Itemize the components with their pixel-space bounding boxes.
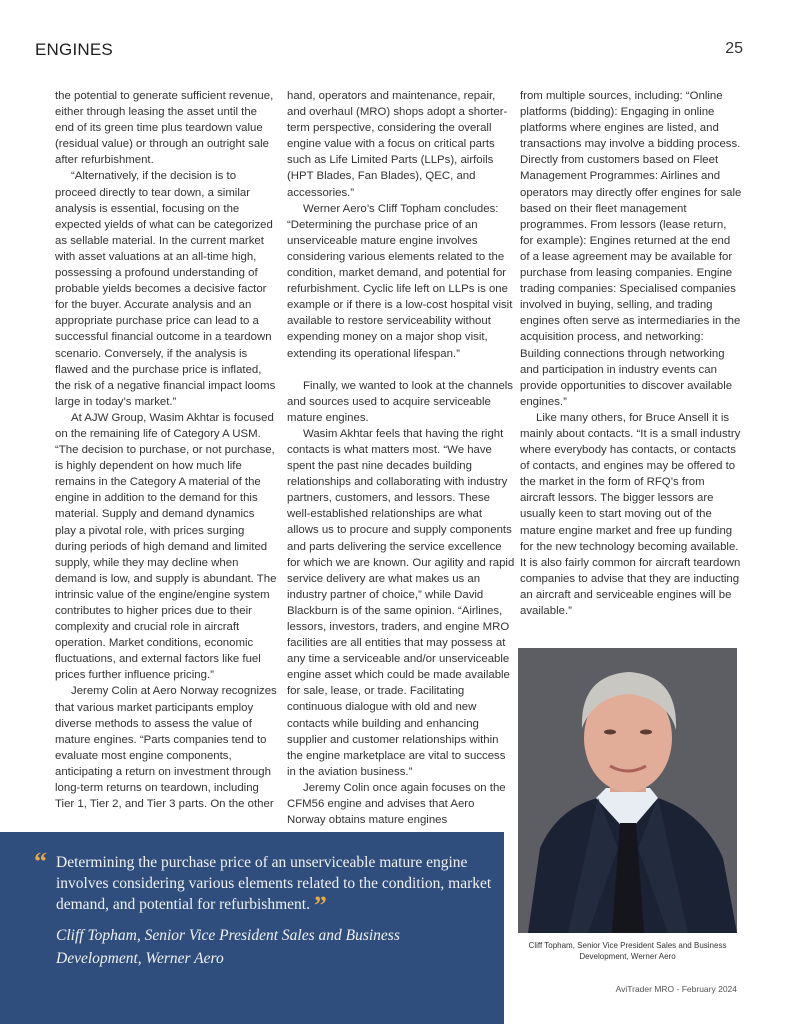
pull-quote-text: “ Determining the purchase price of an unserviceable mature engine involves considering various elements related to the condition, market demand, and potential for refurbishment. ” — [34, 847, 492, 920]
pull-quote-body: Determining the purchase price of an unserviceable mature engine involves considering various elements related to the condition, market demand, and potential for refurbishment. — [56, 854, 492, 913]
portrait-photo — [518, 648, 737, 933]
paragraph: Jeremy Colin once again focuses on the CFM56 engine and advises that Aero Norway obtains mature engines — [287, 781, 506, 827]
publication-footer: AviTrader MRO - February 2024 — [615, 984, 737, 994]
page-number: 25 — [725, 40, 743, 57]
paragraph: “Alternatively, if the decision is to proceed directly to tear down, a similar analysis is essential, focusing on the expected yields of what can be categorized as sellable material. In the current market with asset valuations at an all-time high, possessing a profound understanding of probable yields becomes a decisive factor for the buyer. Accurate analysis and an appropriate purchase price can lead to a successful financial outcome in a teardown scenario. Conversely, if the analysis is flawed and the purchase price is inflated, the risk of a negative financial impact looms large in today’s market.” — [55, 170, 276, 408]
paragraph: Werner Aero’s Cliff Topham concludes: “Determining the purchase price of an unserviceable mature engine involves considering various elements related to the condition, market demand, and potential for refurbishment. Cyclic life left on LLPs is one example or if there is a low-cost hospital visit available to restore serviceability without expending money on a major shop visit, extending its operational lifespan.” — [287, 202, 513, 360]
paragraph: the potential to generate sufficient revenue, either through leasing the asset until the end of its green time plus teardown value (residual value) or through an outright sale after refurbishment. — [55, 90, 274, 167]
paragraph: Like many others, for Bruce Ansell it is mainly about contacts. “It is a small industry where everybody has contacts, or contacts of contacts, and engines may be offered to the market in the form of RFQ’s from aircraft lessors. The bigger lessors are usually keen to start moving out of the mature engine market and free up funding for the new technology becoming available. It is also fairly common for aircraft teardown companies to advise that they are inducting an aircraft and serviceable engines will be available.” — [520, 411, 741, 617]
article-column-3 — [520, 88, 742, 619]
section-title: ENGINES — [35, 40, 113, 59]
person-portrait-icon — [518, 648, 737, 933]
paragraph: At AJW Group, Wasim Akhtar is focused on the remaining life of Category A USM. “The decision to purchase, or not purchase, is highly dependent on how much life remains in the Category A material of the engine in addition to the demand for this material. Supply and demand dynamics play a pivotal role, with prices surging during periods of high demand and limited supply, while they may decline when demand is low, and supply is abundant. The intrinsic value of the engine/engine system contributes to higher prices due to their complexity and crucial role in aircraft operation. Market conditions, economic fluctuations, and external factors like fuel prices further influence pricing.” — [55, 411, 277, 682]
pull-quote-attribution: Cliff Topham, Senior Vice President Sales and Business Development, Werner Aero — [56, 927, 400, 967]
paragraph: Wasim Akhtar feels that having the right contacts is what matters most. “We have spent the past nine decades building relationships and collaborating with industry partners, customers, and lessors. These well-established relationships are what allows us to procure and supply components and parts delivering the service excellence for which we are known. Our agility and rapid service delivery are what makes us an industry partner of choice,” while David Blackburn is of the same opinion. “Airlines, lessors, investors, traders, and engine MRO facilities are all entities that may possess at any time a serviceable and/or unserviceable engine asset which could be made available for sale, lease, or trade. Facilitating continuous dialogue with old and new contacts while building and enhancing supplier and customer relationships within the engine marketplace are vital to success in the aviation business.” — [287, 427, 515, 778]
article-column-2 — [287, 88, 515, 828]
close-quote-icon: ” — [313, 891, 327, 920]
photo-caption: Cliff Topham, Senior Vice President Sales and Business Development, Werner Aero — [528, 941, 727, 961]
paragraph: from multiple sources, including: “Online platforms (bidding): Engaging in online platforms where engines are listed, and transactions may involve a bidding process. Directly from customers based on Fleet Management Programmes: Airlines and operators may directly offer engines for sale based on their fleet management programmes. From lessors (lease return, for example): Engines returned at the end of a lease agreement may be available for purchase from leasing companies. Engine trading companies: Specialised companies involved in buying, selling, and trading engines often serve as intermediaries in the acquisition process, and networking: Building connections through networking and participation in industry events can provide opportunities to discover available engines.” — [520, 90, 742, 408]
paragraph: Finally, we wanted to look at the channels and sources used to acquire serviceable mature engines. — [287, 379, 514, 424]
paragraph: Jeremy Colin at Aero Norway recognizes that various market participants employ diverse methods to assess the value of mature engines. “Parts companies tend to evaluate most engine components, anticipating a return on investment through long-term returns on teardown, including Tier 1, Tier 2, and Tier 3 parts. On the other — [55, 685, 277, 811]
article-column-1 — [55, 88, 277, 812]
pull-quote-box — [0, 832, 504, 1024]
paragraph: hand, operators and maintenance, repair, and overhaul (MRO) shops adopt a shorter-term perspective, considering the overall engine value with a focus on critical parts such as Life Limited Parts (LLPs), airfoils (HPT Blades, Fan Blades), QEC, and accessories.” — [287, 90, 508, 199]
